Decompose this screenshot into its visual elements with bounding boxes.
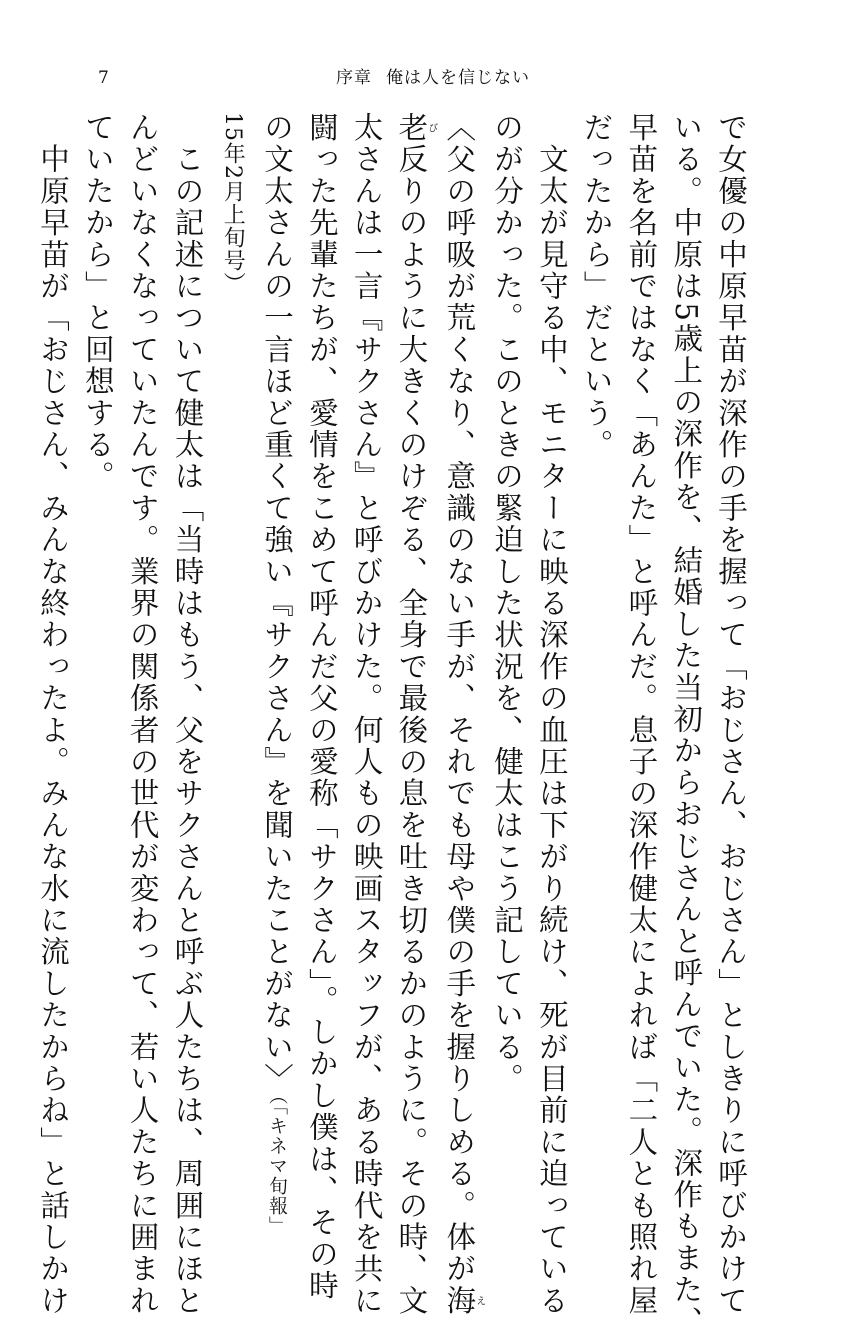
ruby-ebi-2: 老び	[394, 112, 437, 144]
text-line: ていたから」と回想する。	[80, 112, 115, 493]
text-line: で女優の中原早苗が深作の手を握って「おじさん、おじさん」としきりに呼びかけて	[714, 112, 748, 1317]
citation-source: （「キネマ旬報」	[266, 1094, 289, 1236]
citation-date: 15年2月上旬号）	[220, 112, 246, 295]
text-line: だったから」だという。	[579, 112, 614, 461]
text-line	[389, 112, 437, 1317]
text-line: の文太さんの一言ほど重くて強い『サクさん』を聞いたことがない〉（「キネマ旬報」	[260, 112, 295, 1236]
text-line: のが分かった。このときの緊迫した状況を、健太はこう記している。	[490, 112, 525, 1095]
text-line: いる。中原は5歳上の深作を、結婚した当初からおじさんと呼んでいた。深作もまた、	[669, 112, 704, 1338]
vertical-body-text	[36, 112, 753, 1338]
quote-text: 〈父の呼吸が荒くなり、意識のない手が、それでも母や僕の手を握りしめる。体が	[442, 112, 477, 1285]
ruby-ebi-1: 海え	[442, 1284, 485, 1317]
quote-text: 反	[394, 143, 429, 176]
text-line: 闘った先輩たちが、愛情をこめて呼んだ父の愛称「サクさん」。しかし僕は、その時	[304, 112, 339, 1302]
text-line: 中原早苗が「おじさん、みんな終わったよ。みんな水に流したからね」と話しかけ	[36, 112, 71, 1317]
text-line: この記述について健太は「当時はもう、父をサクさんと呼ぶ人たちは、周囲にほと	[170, 112, 205, 1317]
chapter-title: 俺は人を信じない	[386, 68, 530, 88]
text-line: 太さんは一言『サクさん』と呼びかけた。何人もの映画スタッフが、ある時代を共に	[349, 112, 384, 1317]
text-line: 文太が見守る中、モニターに映る深作の血圧は下がり続け、死が目前に迫っている	[534, 112, 569, 1317]
text-line: 早苗を名前ではなく「あんた」と呼んだ。息子の深作健太によれば「二人とも照れ屋	[624, 112, 659, 1317]
text-line: んどいなくなっていたんです。業界の関係者の世代が変わって、若い人たちに囲まれ	[125, 112, 160, 1317]
running-head	[336, 68, 530, 88]
quote-text: りのように大きくのけぞる、全身で最後の息を吐き切るかのように。その時、文	[394, 175, 429, 1317]
text-line	[436, 112, 485, 1317]
page-number: 7	[98, 68, 109, 88]
chapter-label: 序章	[336, 68, 372, 88]
